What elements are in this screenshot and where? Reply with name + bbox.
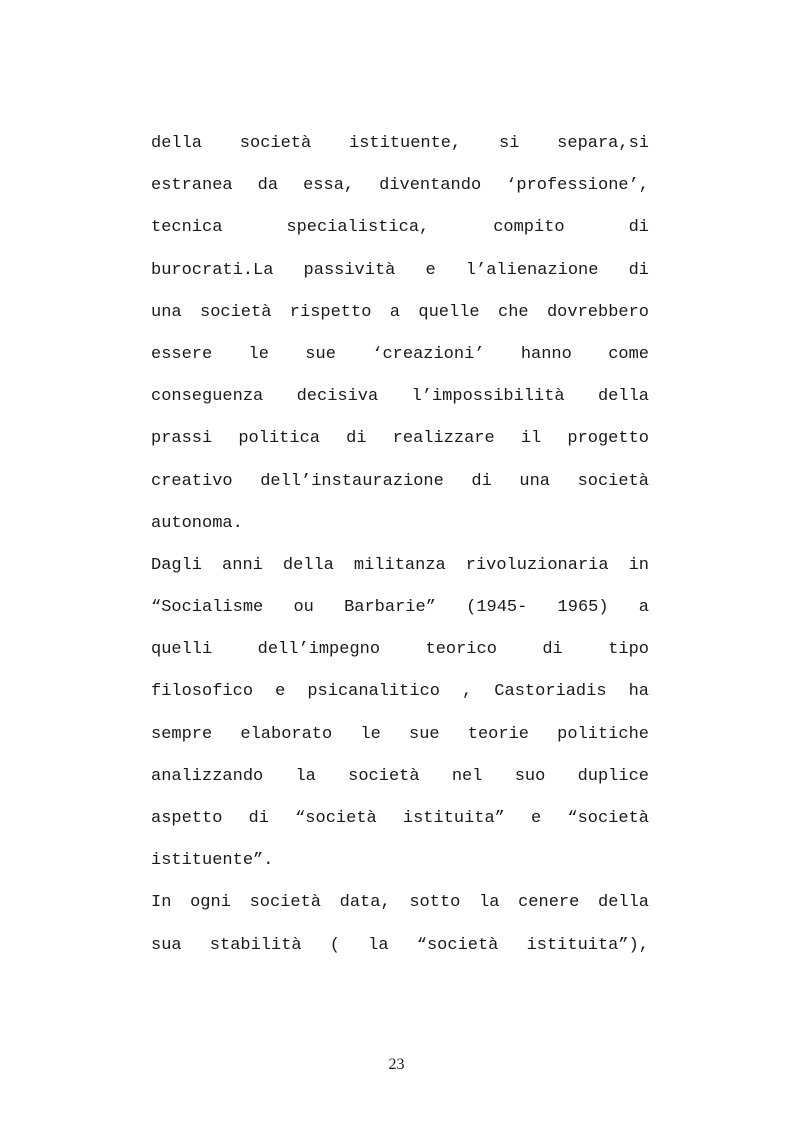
text-line: creativo dell’instaurazione di una società [151,471,649,491]
text-line: sempre elaborato le sue teorie politiche [151,724,649,744]
text-line: “Socialisme ou Barbarie” (1945- 1965) a [151,598,649,618]
text-line: burocrati.La passività e l’alienazione di [151,260,649,280]
body-text [151,124,649,968]
text-line: una società rispetto a quelle che dovrebbero [151,302,649,322]
text-line: aspetto di “società istituita” e “società [151,809,649,828]
text-line: estranea da essa, diventando ‘professione’, [151,176,649,196]
page-number: 23 [388,1056,405,1073]
text-line: quelli dell’impegno teorico di tipo [151,640,649,660]
text-line: della società istituente, si separa,si [151,134,649,153]
text-line: analizzando la società nel suo duplice [151,766,649,786]
text-line: In ogni società data, sotto la cenere della [151,893,649,913]
text-line: essere le sue ‘creazioni’ hanno come [151,344,649,364]
text-line: autonoma. [151,513,243,533]
text-line: tecnica specialistica, compito di [151,218,649,238]
text-line: sua stabilità ( la “società istituita”), [151,935,649,955]
text-line: conseguenza decisiva l’impossibilità della [151,387,649,407]
text-line: prassi politica di realizzare il progetto [151,429,649,449]
text-line: istituente”. [151,851,274,871]
text-line: Dagli anni della militanza rivoluzionaria in [151,555,649,575]
text-line: filosofico e psicanalitico , Castoriadis ha [151,682,649,702]
